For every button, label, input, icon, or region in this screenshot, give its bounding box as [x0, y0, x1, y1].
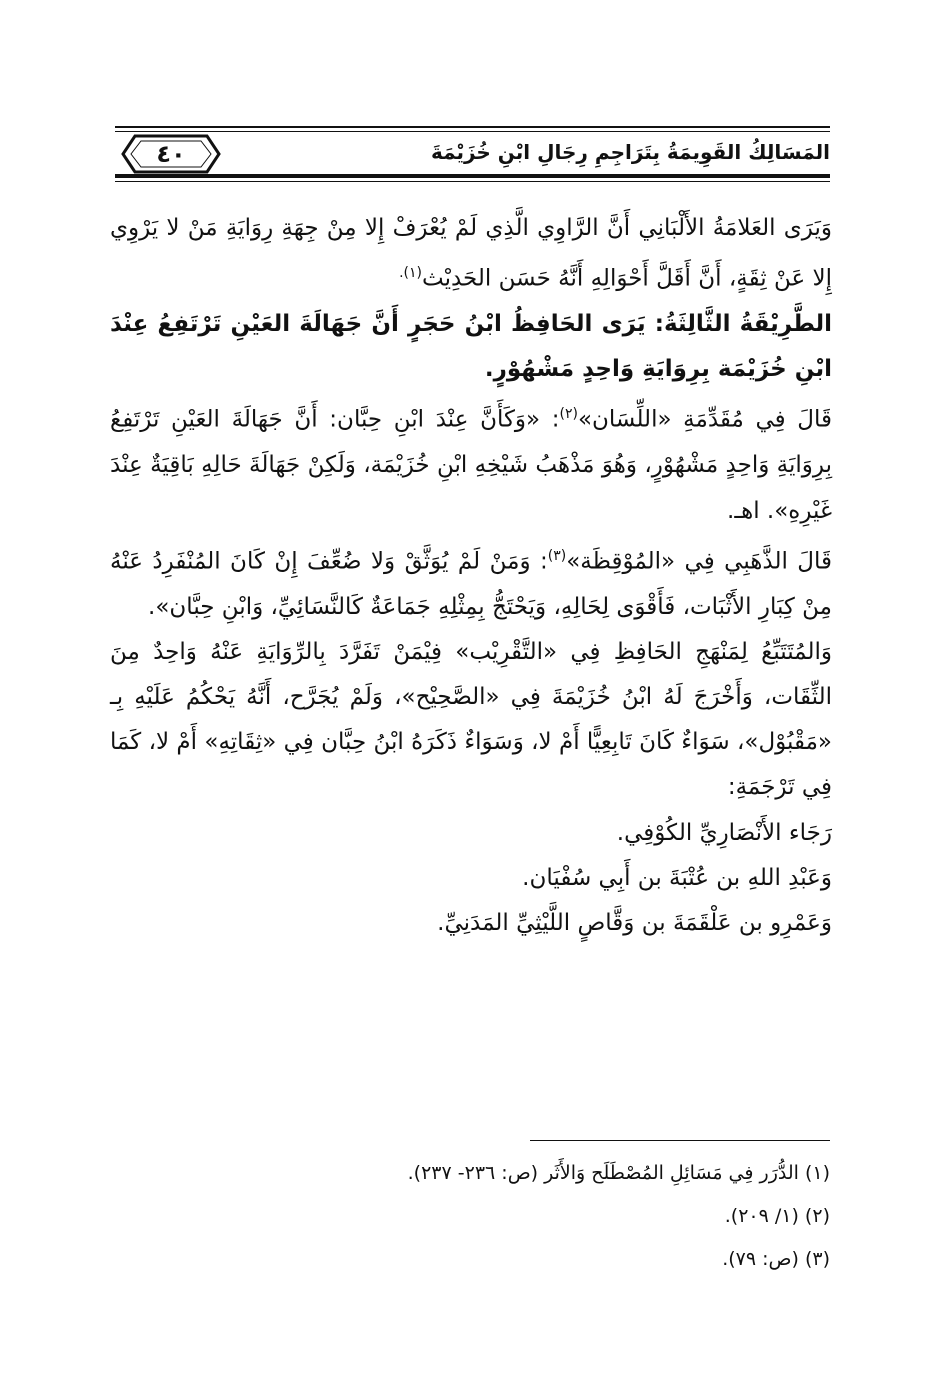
- lisan-intro: قَالَ فِي مُقَدِّمَةِ «اللِّسَان»: [577, 407, 832, 434]
- header-bottom-rule-thin: [115, 181, 830, 182]
- paragraph-third-method: الطَّرِيْقَةُ الثَّالِثَةُ: يَرَى الحَافِظُ ابْنُ حَجَرٍ أَنَّ جَهَالَةَ العَيْنِ تَرْتَفِعُ عِنْدَ ابْنِ خُزَيْمَة بِرِوَايَةِ وَاحِدٍ مَشْهُوْرٍ.: [110, 311, 832, 383]
- footnotes: [330, 1152, 830, 1281]
- footnote-ref-3: (٣): [547, 547, 567, 564]
- header-top-rule-thin: [115, 131, 830, 132]
- paragraph-dhahabi-quote: [110, 534, 832, 630]
- footnote-2: (٢) (١/ ٢٠٩).: [724, 1205, 830, 1227]
- header-bottom-rule: [115, 174, 830, 178]
- running-title: المَسَالِكُ القَوِيمَةُ بِتَرَاجِمِ رِجَالِ ابْنِ خُزَيْمَةَ: [430, 140, 830, 164]
- footnote-3: (٣) (ص: ٧٩).: [722, 1248, 830, 1270]
- paragraph-albani-text: وَيَرَى العَلامَةُ الأَلْبَانِي أَنَّ الرَّاوِي الَّذِي لَمْ يُعْرَفْ إِلا مِنْ جِهَةِ رِوَايَةِ مَنْ لا يَرْوِي إِلا عَنْ ثِقَةٍ، أَنَّ أَقَلَّ أَحْوَالِهِ أَنَّهُ حَسَن الحَدِيْث: [110, 215, 832, 292]
- footnote-1: (١) الدُّرَر فِي مَسَائِلِ المُصْطَلَح وَالأَثَر (ص: ٢٣٦- ٢٣٧).: [407, 1162, 830, 1184]
- page-number-ornament: [121, 134, 221, 174]
- paragraph-lisan-quote: [110, 392, 832, 533]
- list-item: وَعَمْرِو بن عَلْقَمَةَ بن وَقَّاصٍ اللَّيْثِيِّ المَدَنِيِّ.: [437, 910, 832, 937]
- list-item: رَجَاء الأَنْصَارِيِّ الكُوْفِي.: [616, 819, 832, 846]
- dhahabi-quote: : وَمَنْ لَمْ يُوَثَّقْ وَلا ضُعِّفَ إِنْ كَانَ المُنْفَرِدُ عَنْهُ مِنْ كِبَارِ الأَثْبَات، فَأَقْوَى لِحَالِهِ، وَيَحْتَجُّ بِمِثْلِهِ جَمَاعَةٌ كَالنَّسَائِيِّ، وَابْنِ حِبَّان».: [110, 548, 832, 620]
- footnote-ref-1: (١).: [399, 265, 422, 282]
- footnote-separator: [530, 1140, 830, 1141]
- paragraph-taqrib-method: وَالمُتَتَبِّعُ لِمَنْهَجِ الحَافِظِ فِي «التَّقْرِيْب» فِيْمَنْ تَفَرَّدَ بِالرِّوَايَةِ عَنْهُ وَاحِدٌ مِنَ الثِّقَات، وَأَخْرَجَ لَهُ ابْنُ خُزَيْمَةَ فِي «الصَّحِيْح»، وَلَمْ يُجَرَّح، أَنَّهُ يَحْكُمُ عَلَيْهِ بِـ «مَقْبُوْل»، سَوَاءٌ كَانَ تَابِعِيًّا أَمْ لا، وَسَوَاءٌ ذَكَرَهُ ابْنُ حِبَّان فِي «ثِقَاتِهِ» أَمْ لا، كَمَا فِي تَرْجَمَةِ:: [110, 638, 832, 801]
- paragraph-albani: [110, 206, 832, 302]
- main-text: [110, 206, 832, 946]
- footnote-ref-2: (٢): [559, 406, 578, 423]
- list-item: وَعَبْدِ اللهِ بن عُتْبَةَ بن أَبِي سُفْيَان.: [522, 864, 832, 891]
- page-number: ٤٠: [156, 140, 186, 168]
- page-header: [115, 108, 830, 188]
- lisan-quote: : «وَكَأَنَّ عِنْدَ ابْنِ حِبَّان: أَنَّ جَهَالَةَ العَيْنِ تَرْتَفِعُ بِرِوَايَةِ وَاحِدٍ مَشْهُوْرٍ، وَهُوَ مَذْهَبُ شَيْخِهِ ابْنِ خُزَيْمَة، وَلَكِنْ جَهَالَةَ حَالِهِ بَاقِيَةٌ عِنْدَ غَيْرِهِ». اهـ.: [110, 407, 832, 524]
- header-top-rule: [115, 126, 830, 128]
- dhahabi-intro: قَالَ الذَّهَبِي فِي «المُوْقِظَة»: [566, 548, 832, 575]
